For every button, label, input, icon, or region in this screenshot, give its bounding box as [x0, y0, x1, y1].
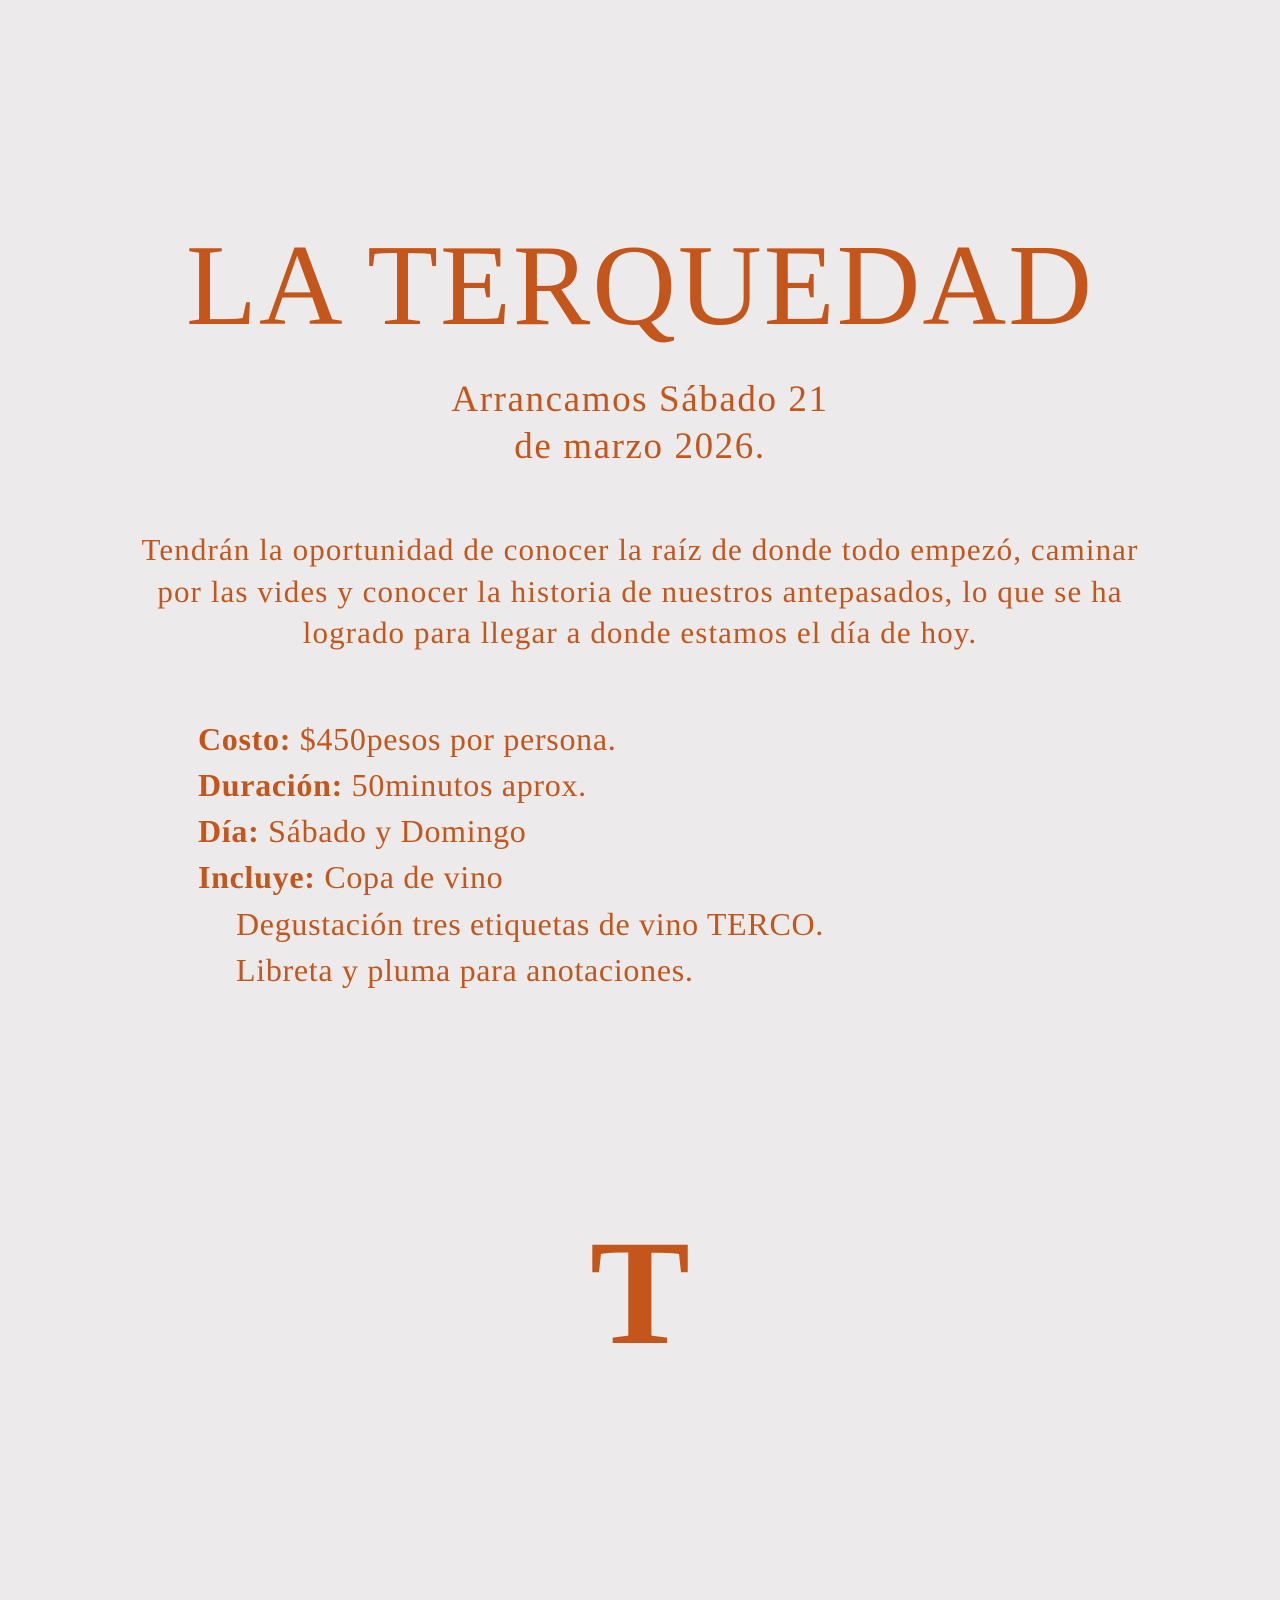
- detail-label-duracion: Duración:: [198, 767, 343, 804]
- detail-extra-line-1: Degustación tres etiquetas de vino TERCO.: [236, 905, 824, 942]
- page-title: LA TERQUEDAD: [186, 222, 1094, 350]
- detail-value-costo: $450pesos por persona.: [299, 721, 617, 758]
- detail-row-dia: [198, 808, 1170, 854]
- intro-paragraph: Tendrán la oportunidad de conocer la raíz de donde todo empezó, caminar por las vides y conocer la historia de nuestros antepasados, lo que se ha logrado para llegar a donde estamos el día de hoy.: [141, 531, 1139, 651]
- detail-row-costo: [198, 716, 1170, 762]
- detail-label-dia: Día:: [198, 813, 260, 850]
- detail-label-costo: Costo:: [198, 721, 292, 758]
- detail-value-duracion: 50minutos aprox.: [351, 767, 587, 804]
- detail-row-duracion: [198, 762, 1170, 808]
- details-list: [110, 716, 1170, 992]
- detail-row-incluye: [198, 854, 1170, 900]
- detail-extra-line-2: Libreta y pluma para anotaciones.: [236, 951, 694, 988]
- brand-logo-letter: T: [589, 1210, 691, 1376]
- subtitle-line-1: Arrancamos Sábado 21: [451, 379, 829, 420]
- detail-value-dia: Sábado y Domingo: [268, 813, 527, 850]
- subtitle-block: [451, 376, 828, 471]
- subtitle-line-2: de marzo 2026.: [514, 426, 766, 468]
- detail-label-incluye: Incluye:: [198, 859, 316, 896]
- detail-value-incluye: Copa de vino: [324, 859, 504, 896]
